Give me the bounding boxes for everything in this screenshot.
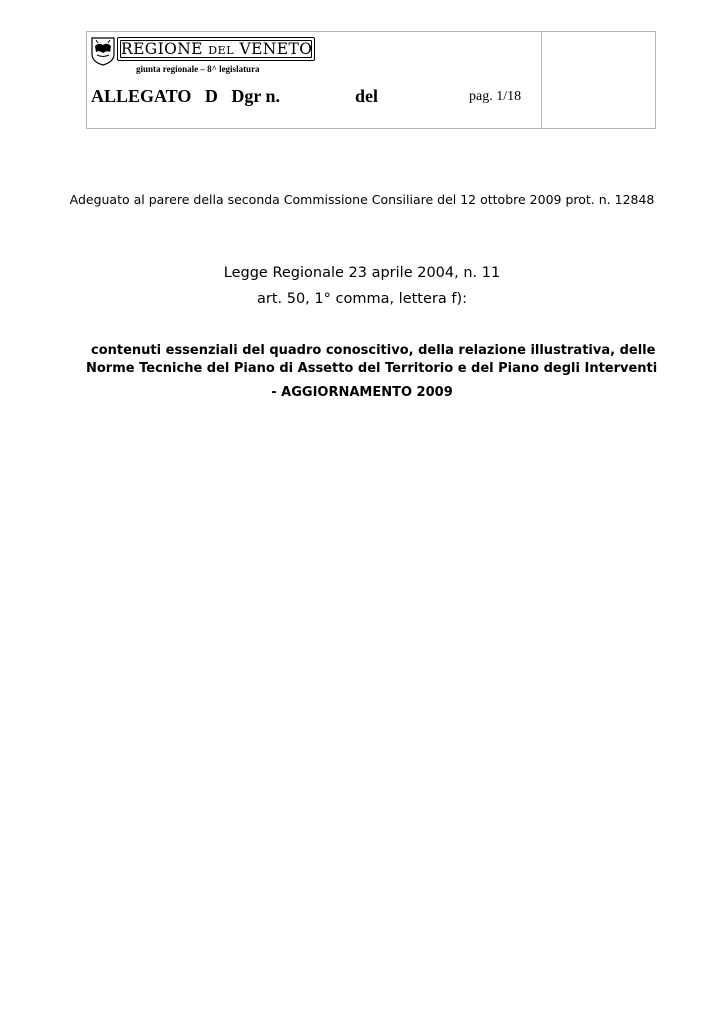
logo-word-regione: REGIONE xyxy=(121,40,203,58)
document-subject: contenuti essenziali del quadro conoscitivo, della relazione illustrativa, delle Norme Tecniche del Piano di Assetto del Territorio e del Piano degli Interventi xyxy=(86,343,658,376)
regione-veneto-emblem-icon xyxy=(90,36,116,66)
header-box xyxy=(86,31,656,129)
del-label: del xyxy=(355,86,379,106)
law-article: art. 50, 1° comma, lettera f): xyxy=(256,291,468,307)
commission-note: Adeguato al parere della seconda Commissione Consiliare del 12 ottobre 2009 prot. n. 12848 xyxy=(69,192,655,207)
law-reference: Legge Regionale 23 aprile 2004, n. 11 xyxy=(223,265,501,281)
header-divider xyxy=(541,32,542,128)
allegato-label: ALLEGATO D Dgr n. xyxy=(91,86,281,106)
logo-word-veneto: VENETO xyxy=(239,40,313,58)
logo-word-del: DEL xyxy=(208,44,235,57)
regione-veneto-logo xyxy=(117,37,315,61)
update-label: - AGGIORNAMENTO 2009 xyxy=(271,385,453,400)
page-number: pag. 1/18 xyxy=(469,89,522,104)
header-subtitle: giunta regionale – 8^ legislatura xyxy=(136,64,260,74)
